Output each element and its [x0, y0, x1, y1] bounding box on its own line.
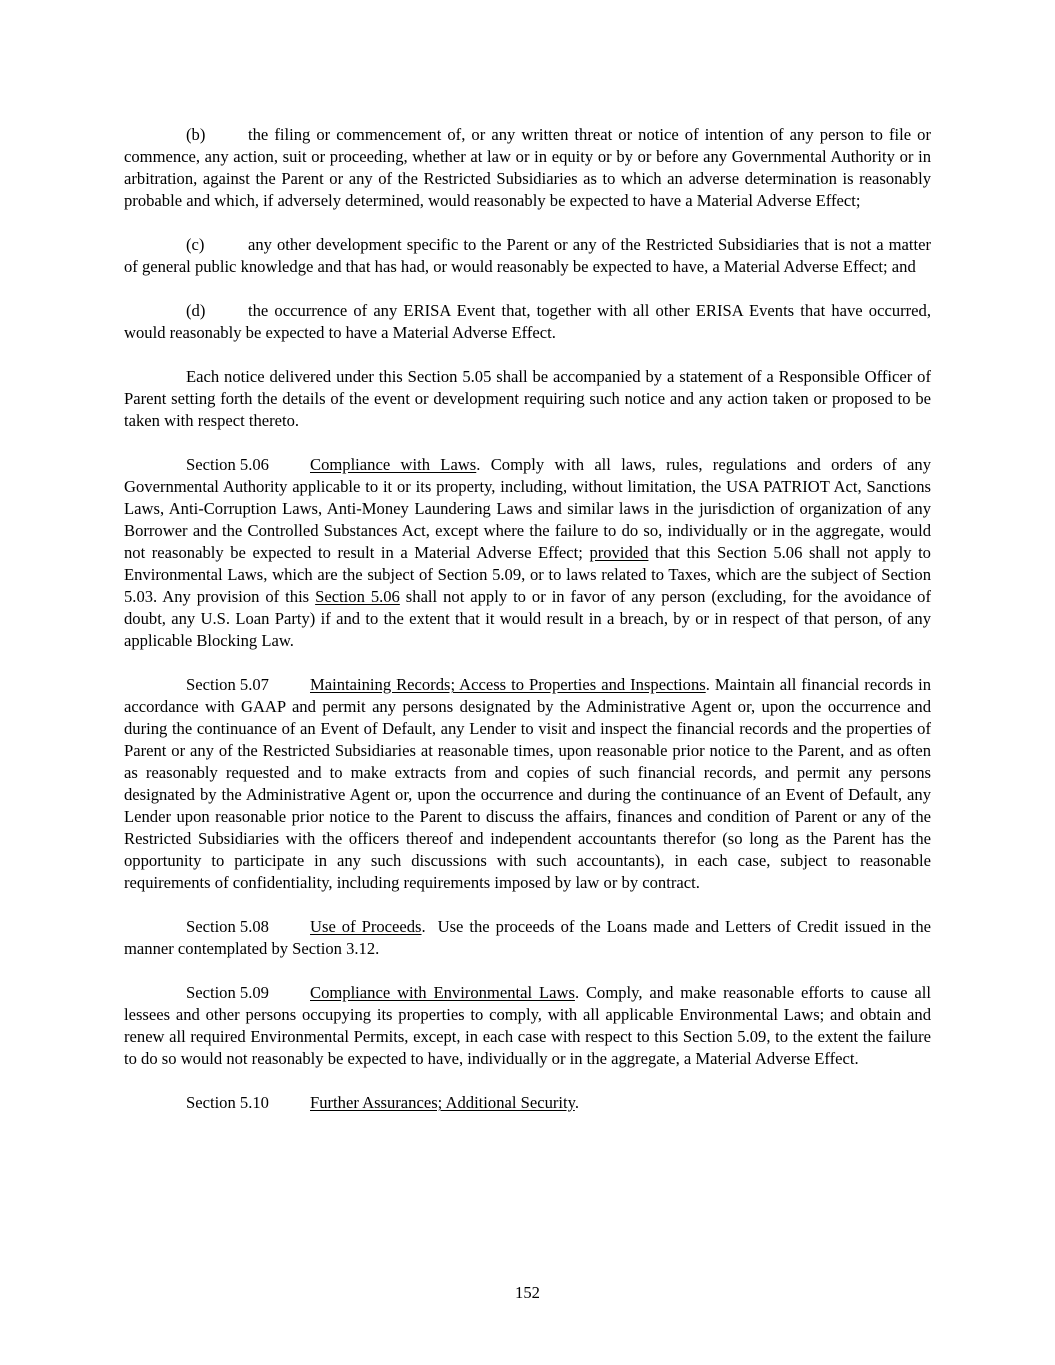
section-heading: Compliance with Environmental Laws	[310, 983, 575, 1002]
paragraph-b	[124, 124, 931, 212]
document-body	[124, 124, 936, 1136]
paragraph-d	[124, 300, 931, 344]
section-text: . Use the proceeds of the Loans made and Letters of Credit issued in the manner contemplated by Section 3.12.	[124, 917, 936, 958]
section-5-07	[124, 674, 931, 894]
section-number: Section 5.10	[186, 1093, 269, 1112]
section-5-06	[124, 454, 931, 652]
section-5-08	[124, 916, 936, 960]
section-heading: Further Assurances; Additional Security	[310, 1093, 575, 1112]
section-text: . Maintain all financial records in accordance with GAAP and permit any persons designated by the Administrative Agent or, upon the occurrence and during the continuance of an Event of Default, any Lender to visit and inspect the financial records and the properties of Parent or any of the Restricted Subsidiaries at reasonable times, upon reasonable prior notice to the Parent, and as often as reasonably requested and to make extracts from and copies of such financial records, and permit any persons designated by the Administrative Agent or, upon the occurrence and during the continuance of an Event of Default, any Lender upon reasonable prior notice to the Parent to discuss the affairs, finances and condition of Parent or any of the Restricted Subsidiaries with the officers thereof and independent accountants therefor (so long as the Parent has the opportunity to participate in any such discussions with such accountants), in each case, subject to reasonable requirements of confidentiality, including requirements imposed by law or by contract.	[124, 675, 932, 892]
paragraph-c	[124, 234, 931, 278]
section-heading: Compliance with Laws	[310, 455, 477, 474]
section-number: Section 5.06	[186, 455, 269, 474]
underlined-term: provided	[589, 543, 649, 562]
section-heading: Use of Proceeds	[310, 917, 422, 936]
notice-text: Each notice delivered under this Section 5.05 shall be accompanied by a statement of a Responsible Officer of Parent setting forth the details of the event or development requiring such notice and any action taken or proposed to be taken with respect thereto.	[124, 367, 931, 430]
clause-text: the occurrence of any ERISA Event that, together with all other ERISA Events that have occurred, would reasonably be expected to have a Material Adverse Effect.	[124, 301, 931, 342]
section-number: Section 5.08	[186, 917, 269, 936]
clause-text: the filing or commencement of, or any written threat or notice of intention of any person to file or commence, any action, suit or proceeding, whether at law or in equity or by or before any Governmental Authority or in arbitration, against the Parent or any of the Restricted Subsidiaries as to which an adverse determination is reasonably probable and which, if adversely determined, would reasonably be expected to have a Material Adverse Effect;	[124, 125, 931, 210]
underlined-reference: Section 5.06	[315, 587, 400, 606]
section-text: . Comply, and make reasonable efforts to cause all lessees and other persons occupying its properties to comply, with all applicable Environmental Laws; and obtain and renew all required Environmental Permits, except, in each case with respect to this Section 5.09, to the extent the failure to do so would not reasonably be expected to have, individually or in the aggregate, a Material Adverse Effect.	[124, 983, 931, 1068]
section-text: shall not apply to or in favor of any person (excluding, for the avoidance of doubt, any U.S. Loan Party) if and to the extent that it would result in a breach, by or in respect of that person, of any applicable Blocking Law.	[124, 587, 931, 650]
section-heading: Maintaining Records; Access to Properties and Inspections	[310, 675, 706, 694]
section-text: . Comply with all laws, rules, regulations and orders of any Governmental Authority applicable to it or its property, including, without limitation, the USA PATRIOT Act, Sanctions Laws, Anti-Corruption Laws, Anti-Money Laundering Laws and similar laws in the jurisdiction of organization of any Borrower and the Controlled Substances Act, except where the failure to do so, individually or in the aggregate, would not reasonably be expected to result in a Material Adverse Effect;	[124, 455, 931, 562]
paragraph-notice	[124, 366, 931, 432]
clause-label: (b)	[186, 125, 206, 144]
section-number: Section 5.07	[186, 675, 269, 694]
clause-label: (d)	[186, 301, 206, 320]
section-text: .	[574, 1093, 579, 1112]
section-text: that this Section 5.06 shall not apply to Environmental Laws, which are the subject of Section 5.09, or to laws related to Taxes, which are the subject of Section 5.03. Any provision of this	[124, 543, 931, 606]
clause-label: (c)	[186, 235, 205, 254]
section-number: Section 5.09	[186, 983, 269, 1002]
section-5-10	[124, 1092, 931, 1114]
section-5-09	[124, 982, 931, 1070]
page-number: 152	[515, 1283, 540, 1302]
clause-text: any other development specific to the Parent or any of the Restricted Subsidiaries that is not a matter of general public knowledge and that has had, or would reasonably be expected to have, a Material Adverse Effect; and	[124, 235, 931, 276]
